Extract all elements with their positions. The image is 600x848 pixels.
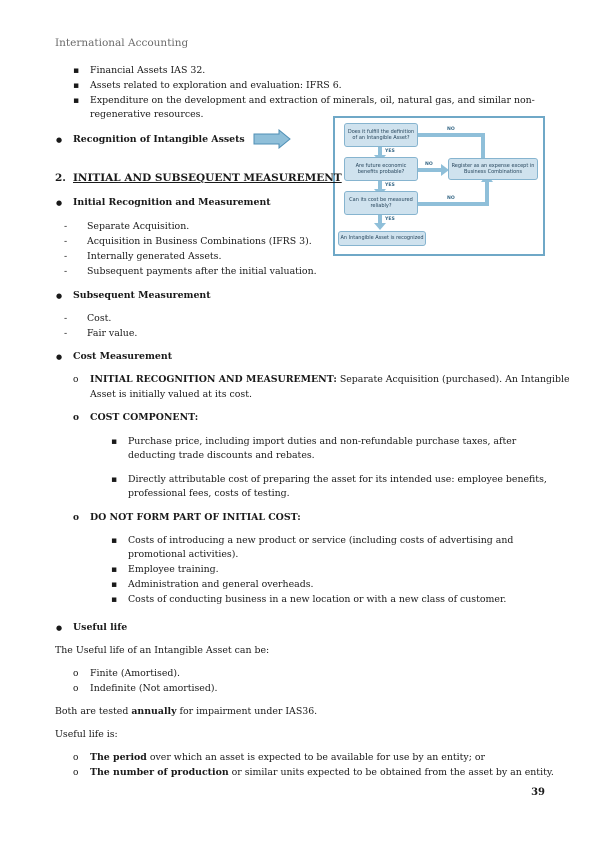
useful-is-label: Useful life is: [55, 729, 118, 740]
page-number: 39 [531, 787, 545, 798]
list-item: ▪ Assets related to exploration and evaluation: IFRS 6. [90, 79, 342, 93]
flow-result-recognized: An Intangible Asset is recognized [338, 231, 426, 246]
list-item: - Acquisition in Business Combinations (IFRS 3). [87, 235, 312, 249]
list-item: ▪ Directly attributable cost of preparing the asset for its intended use: employee benefits, [128, 473, 545, 487]
flow-label-yes: YES [385, 217, 395, 222]
recognition-heading: ● Recognition of Intangible Assets [73, 133, 245, 147]
initial-heading: ● Initial Recognition and Measurement [73, 196, 271, 210]
list-item: - Internally generated Assets. [87, 250, 221, 264]
list-item: ▪ Costs of conducting business in a new location or with a new class of customer. [128, 593, 506, 607]
impairment-text [55, 705, 317, 719]
useful-heading: ● Useful life [73, 621, 127, 635]
flow-question-benefits: Are future economic benefits probable? [344, 157, 418, 181]
list-item-continuation: professional fees, costs of testing. [128, 488, 290, 499]
list-item: ▪ Employee training. [128, 563, 219, 577]
flow-label-no: NO [425, 162, 433, 167]
list-item [90, 751, 485, 765]
impairment-text-bold: annually [131, 706, 177, 717]
irm-label: INITIAL RECOGNITION AND MEASUREMENT: [90, 374, 337, 385]
list-item-continuation: regenerative resources. [90, 109, 204, 120]
list-item-continuation: promotional activities). [128, 549, 239, 560]
list-item: - Subsequent payments after the initial valuation. [87, 265, 317, 279]
flow-question-definition: Does it fulfill the definition of an Intangible Asset? [344, 123, 418, 147]
flow-label-no: NO [447, 196, 455, 201]
period-text: over which an asset is expected to be available for use by an entity; or [146, 752, 485, 763]
list-item: - Fair value. [87, 327, 137, 341]
list-item: ▪ Financial Assets IAS 32. [90, 64, 205, 78]
irm-text: Separate Acquisition (purchased). An Intangible [336, 374, 570, 385]
flow-label-yes: YES [385, 149, 395, 154]
useful-intro: The Useful life of an Intangible Asset can be: [55, 645, 270, 656]
subsequent-heading: ● Subsequent Measurement [73, 289, 211, 303]
list-item: ▪ Costs of introducing a new product or service (including costs of advertising and [128, 534, 545, 548]
list-item: - Cost. [87, 312, 111, 326]
list-item: ▪ Purchase price, including import duties and non-refundable purchase taxes, after [128, 435, 545, 449]
impairment-text-part: Both are tested [55, 706, 132, 717]
list-item: ▪ Administration and general overheads. [128, 578, 314, 592]
list-item: ▪ Expenditure on the development and extraction of minerals, oil, natural gas, and similar non- [90, 94, 545, 108]
cost-heading: ● Cost Measurement [73, 350, 172, 364]
section-number: 2. [55, 172, 66, 184]
list-item [90, 766, 554, 780]
exclude-label: o DO NOT FORM PART OF INITIAL COST: [90, 511, 301, 525]
list-item: - Separate Acquisition. [87, 220, 189, 234]
period-bold: The period [90, 752, 147, 763]
flow-label-no: NO [447, 127, 455, 132]
flow-label-yes: YES [385, 183, 395, 188]
list-item-continuation: deducting trade discounts and rebates. [128, 450, 315, 461]
flow-question-cost: Can its cost be measured reliably? [344, 191, 418, 215]
flow-result-expense: Register as an expense except in Business Combinations [448, 158, 538, 180]
list-item: o Finite (Amortised). [90, 667, 180, 681]
number-bold: The number of production [90, 767, 229, 778]
irm-paragraph [90, 373, 570, 387]
section-title: INITIAL AND SUBSEQUENT MEASUREMENT [73, 172, 342, 184]
irm-text-continuation: Asset is initially valued at its cost. [90, 389, 252, 400]
running-header: International Accounting [55, 37, 189, 49]
list-item: o Indefinite (Not amortised). [90, 682, 218, 696]
recognition-flowchart [333, 116, 545, 256]
right-arrow-icon [253, 129, 291, 149]
cost-component-label: o COST COMPONENT: [90, 411, 198, 425]
number-text: or similar units expected to be obtained from the asset by an entity. [228, 767, 554, 778]
impairment-text-part: for impairment under IAS36. [176, 706, 318, 717]
